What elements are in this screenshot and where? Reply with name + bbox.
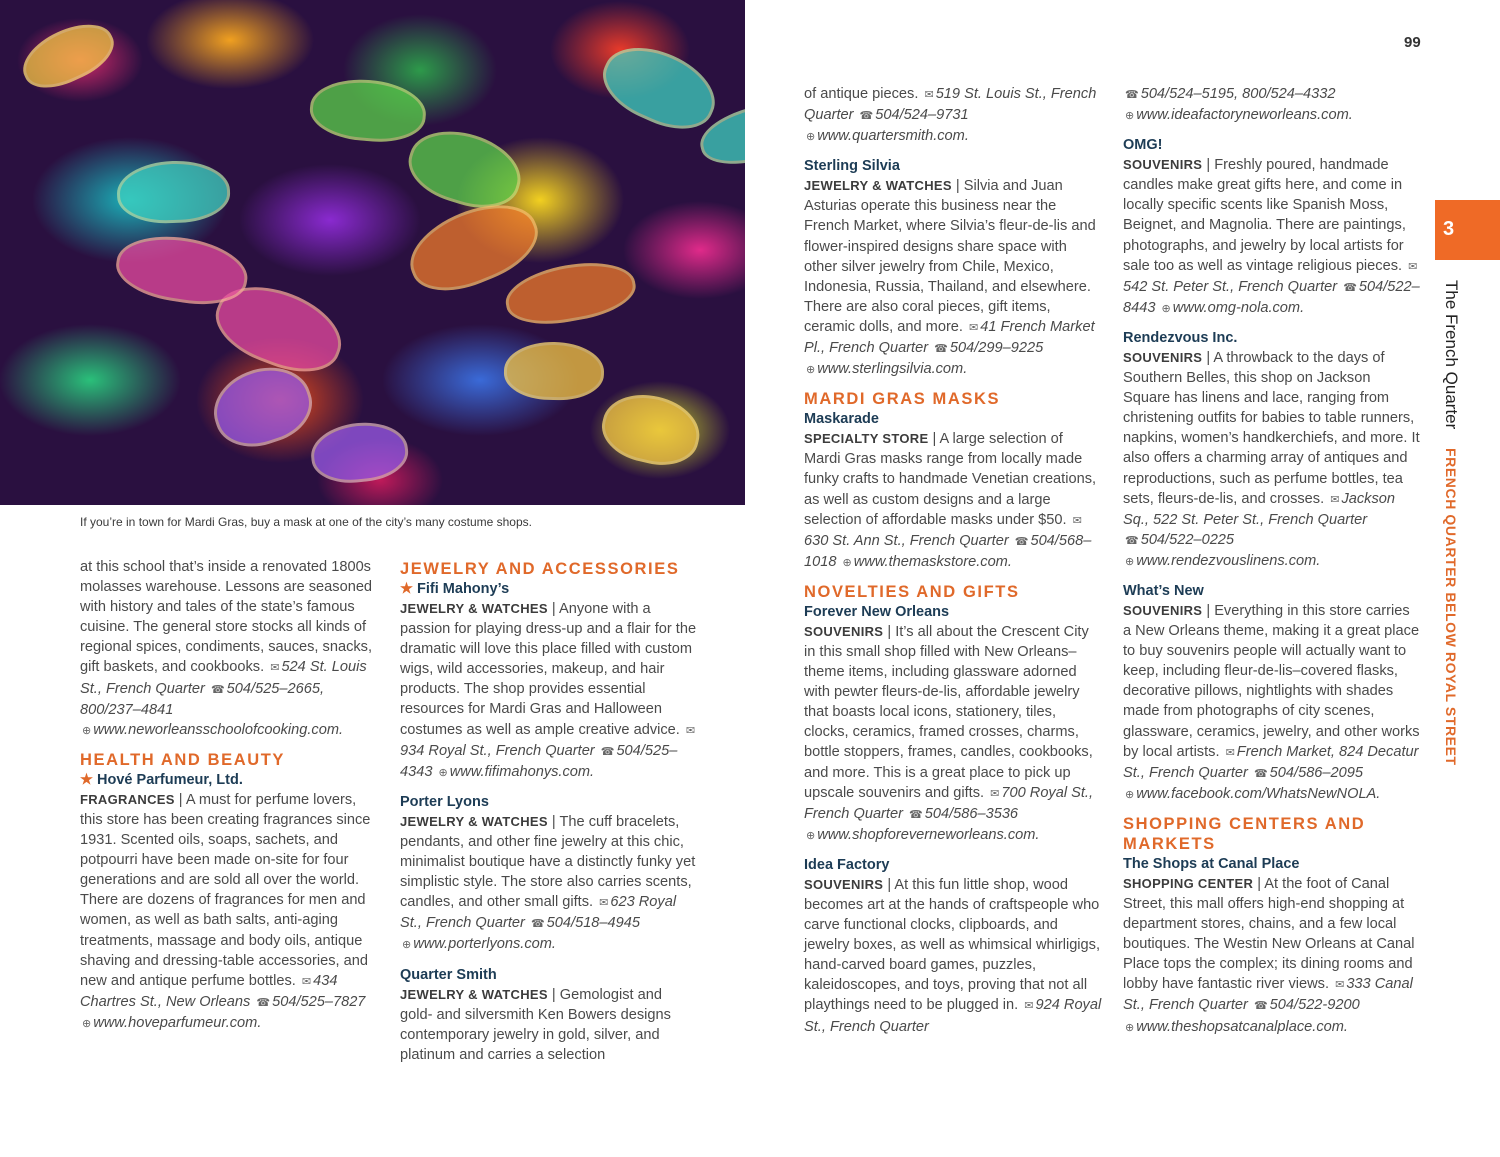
listing-category: SOUVENIRS (1123, 349, 1203, 365)
phone-icon: ☎ (1125, 89, 1139, 101)
listing-body: SOUVENIRS | It’s all about the Crescent City in this small shop filled with New Orleans–theme items, including glassware adorned with pewter fleurs-de-lis, affordable jewelry that boasts local icons, stationery, tiles, clocks, ceramics, framed crosses, charms, bottle stoppers, frames, candles, cookbooks, and more. This is a great place to pick up upscale souvenirs and gifts. ✉ 700 Royal St., French Quarter ☎ 504/586–3536 ⊕ www.shopforeverneworleans.com. (804, 623, 1094, 843)
mail-icon: ✉ (990, 787, 1000, 800)
running-head (1441, 280, 1461, 766)
text-column-3 (804, 84, 1102, 1046)
phone-icon: ☎ (1253, 767, 1268, 780)
globe-icon: ⊕ (1125, 1021, 1135, 1034)
listing-website[interactable]: www.neworleansschoolofcooking.com. (93, 721, 344, 738)
listing-name (804, 156, 1102, 176)
phone-icon: ☎ (1253, 1000, 1268, 1013)
globe-icon: ⊕ (82, 724, 92, 737)
listing-category: JEWELRY & WATCHES (400, 601, 548, 616)
listing-phone: 504/525–7827 (272, 993, 366, 1010)
phone-icon: ☎ (934, 343, 948, 356)
listing-entry (1123, 581, 1421, 805)
listing-description: Gemologist and gold- and silversmith Ken Bowers designs contemporary jewelry in gold, silver, and platinum and carries a selection (400, 986, 671, 1063)
mail-icon: ✉ (969, 321, 979, 334)
listing-website[interactable]: www.fifimahonys.com. (449, 763, 595, 780)
listing-entry (400, 792, 698, 956)
listing-website[interactable]: www.porterlyons.com. (413, 936, 556, 953)
listing-body (1123, 84, 1421, 126)
photo-caption: If you’re in town for Mardi Gras, buy a mask at one of the city’s many costume shops. (80, 515, 532, 529)
listing-body: SHOPPING CENTER | At the foot of Canal Street, this mall offers high-end shopping at department stores, chains, and a few local boutiques. The Westin New Orleans at Canal Place tops the complex; its dining rooms and lobby have fantastic river views. ✉ 333 Canal St., French Quarter ☎ 504/522-9200 ⊕ www.theshopsatcanalplace.com. (1123, 875, 1415, 1035)
listing-address: 333 Canal St., French Quarter (1123, 976, 1413, 1014)
listing-name (400, 579, 698, 599)
text-column-1 (80, 557, 378, 1043)
globe-icon: ⊕ (82, 1017, 92, 1030)
listing-entry (80, 770, 378, 1034)
listing-description: At this fun little shop, wood becomes art at the hands of craftspeople who carve functional clocks, clipboards, and jewelry boxes, as well as whimsical whirligigs, hand-carved board games, puzzles, kaleidoscopes, and toys, proving that not all playthings need to be plugged in. (804, 876, 1101, 1014)
listing-body: SOUVENIRS | A throwback to the days of Southern Belles, this shop on Jackson Square has linens and lace, ranging from christening outfits for babies to table runners, napkins, women’s handkerchiefs, and more. It also offers a charming array of antiques and reproductions, such as perfume bottles, tea sets, fleurs-de-lis, and crosses. ✉ Jackson Sq., 522 St. Peter St., French Quarter ☎ 504/522–0225 ⊕ www.rendezvouslinens.com. (1123, 349, 1420, 569)
listing-phone: 504/518–4945 (546, 915, 641, 932)
mail-icon: ✉ (1024, 1000, 1034, 1013)
listing-body (80, 557, 378, 741)
listing-phone: 504/568–1018 (804, 532, 1092, 570)
listing-phone: 504/525–2665, 800/237–4841 (80, 680, 325, 718)
listing-category: SOUVENIRS (804, 876, 884, 892)
listing-website[interactable]: www.omg-nola.com. (1172, 299, 1305, 316)
text-column-4 (1123, 84, 1421, 1047)
listing-description: at this school that’s inside a renovated 1800s molasses warehouse. Lessons are seasoned with history and tales of the state’s famous cuisine. The general store stocks all kinds of regional spices, condiments, sauces, snacks, gift baskets, and cookbooks. (80, 559, 373, 676)
running-head-section: FRENCH QUARTER BELOW ROYAL STREET (1443, 448, 1459, 766)
phone-icon: ☎ (600, 745, 615, 758)
mask-shape (592, 32, 727, 143)
globe-icon: ⊕ (1125, 555, 1135, 568)
mail-icon: ✉ (1225, 746, 1235, 759)
mail-icon: ✉ (1335, 979, 1345, 992)
listing-body: JEWELRY & WATCHES | Silvia and Juan Asturias operate this business near the French Market, where Silvia’s fleur-de-lis and flower-inspired designs share space with other silver jewelry from Chile, Mexico, Indonesia, Russia, Thailand, and elsewhere. There are also coral pieces, gift items, ceramic dolls, and more. ✉ 41 French Market Pl., French Quarter ☎ 504/299–9225 ⊕ www.sterlingsilvia.com. (804, 178, 1096, 378)
globe-icon: ⊕ (842, 556, 852, 569)
mask-shape (116, 159, 231, 225)
listing-description: A throwback to the days of Southern Belles, this shop on Jackson Square has linens and lace, ranging from christening outfits for babies to table runners, napkins, women’s handkerchiefs, and more. It also offers a charming array of antiques and reproductions, such as perfume bottles, tea sets, fleurs-de-lis, and crosses. (1123, 349, 1420, 507)
mask-shape (308, 75, 429, 146)
section-heading: JEWELRY AND ACCESSORIES (400, 560, 680, 578)
mask-shape (400, 119, 529, 219)
listing-name-text: What’s New (1123, 582, 1204, 599)
listing-entry (400, 579, 698, 783)
listing-phone: 504/524–5195, 800/524–4332 (1140, 86, 1336, 102)
listing-address: 519 St. Louis St., French Quarter (804, 86, 1097, 124)
listing-address: 434 Chartres St., New Orleans (80, 972, 338, 1010)
listing-entry (804, 409, 1102, 573)
mail-icon: ✉ (270, 662, 280, 675)
listing-body: JEWELRY & WATCHES | The cuff bracelets, pendants, and other fine jewelry at this chic, minimalist boutique have a distinctly funky yet simplistic style. The store also carries scents, candles, and other small gifts. ✉ 623 Royal St., French Quarter ☎ 504/518–4945 ⊕ www.porterlyons.com. (400, 813, 696, 953)
mask-shape (14, 12, 123, 99)
phone-icon: ☎ (210, 683, 225, 696)
listing-description: A large selection of Mardi Gras masks range from locally made funky crafts to handmade Venetian creations, as well as custom designs and a large selection of affordable masks under $50. (804, 431, 1097, 528)
listing-name-text: Porter Lyons (400, 793, 489, 810)
listing-address: 41 French Market Pl., French Quarter (804, 318, 1095, 357)
listing-address: 700 Royal St., French Quarter (804, 784, 1094, 822)
listing-body: FRAGRANCES | A must for perfume lovers, this store has been creating fragrances since 1931. Scented oils, soaps, sachets, and potpourri have been made on-site for four generations and are sold all over the world. There are dozens of fragrances for men and women, as well as bath salts, anti-aging treatments, massage and body oils, antique shaving and dressing-table accessories, and new and antique perfume bottles. ✉ 434 Chartres St., New Orleans ☎ 504/525–7827 ⊕ www.hoveparfumeur.com. (80, 791, 371, 1031)
mail-icon: ✉ (1330, 493, 1340, 506)
text-column-2 (400, 557, 698, 1074)
listing-category: SPECIALTY STORE (804, 431, 929, 447)
listing-entry (1123, 328, 1421, 572)
phone-icon: ☎ (1343, 281, 1357, 294)
phone-icon: ☎ (256, 996, 271, 1009)
mask-shape (308, 418, 411, 487)
listing-name-text: OMG! (1123, 137, 1163, 154)
mail-icon: ✉ (1072, 514, 1082, 527)
phone-icon: ☎ (1014, 535, 1029, 548)
listing-name (1123, 854, 1421, 874)
listing-website[interactable]: www.rendezvouslinens.com. (1136, 552, 1321, 569)
listing-name (400, 792, 698, 812)
listing-phone: 504/586–2095 (1269, 764, 1364, 781)
listing-website[interactable]: www.quartersmith.com. (817, 128, 969, 145)
globe-icon: ⊕ (1125, 110, 1135, 123)
listing-description: Everything in this store carries a New Orleans theme, making it a great place to buy souvenirs people will actually want to keep, including fleur-de-lis–covered flasks, decorative pillows, nightlights with shades made from photographs of city scenes, glassware, ceramics, jewelry, and other works by local artists. (1123, 602, 1420, 760)
listing-address: French Market, 824 Decatur St., French Quarter (1123, 743, 1419, 781)
listing-body: SOUVENIRS | At this fun little shop, wood becomes art at the hands of craftspeople who carve functional clocks, clipboards, and jewelry boxes, as well as whimsical whirligigs, hand-carved board games, puzzles, kaleidoscopes, and toys, proving that not all playthings need to be plugged in. ✉ 924 Royal St., French Quarter (804, 876, 1102, 1035)
listing-entry (804, 602, 1102, 846)
mail-icon: ✉ (924, 89, 934, 101)
star-icon: ★ (400, 581, 418, 597)
listing-description: Freshly poured, handmade candles make great gifts here, and come in locally specific scents like Spanish Moss, Beignet, and Magnolia. There are paintings, photographs, and jewelry by local artists for sale too as well as vintage religious pieces. (1123, 157, 1406, 274)
globe-icon: ⊕ (1125, 788, 1135, 801)
listing-category: SOUVENIRS (1123, 157, 1203, 173)
phone-icon: ☎ (909, 808, 923, 821)
listing-website[interactable]: www.sterlingsilvia.com. (817, 361, 968, 378)
mail-icon: ✉ (599, 897, 609, 910)
listing-category: SOUVENIRS (804, 623, 884, 639)
phone-icon: ☎ (859, 110, 874, 123)
listing-name-text: Sterling Silvia (804, 158, 900, 175)
listing-body: SPECIALTY STORE | A large selection of Mardi Gras masks range from locally made funky crafts to handmade Venetian creations, as well as custom designs and a large selection of affordable masks under $50. ✉630 St. Ann St., French Quarter ☎ 504/568–1018 ⊕ www.themaskstore.com. (804, 431, 1097, 570)
listing-phone: 504/524–9731 (875, 107, 969, 124)
listing-phone: 504/522-9200 (1269, 997, 1360, 1014)
listing-address: 630 St. Ann St., French Quarter (804, 532, 1009, 549)
section-heading: HEALTH AND BEAUTY (80, 750, 286, 769)
listing-website[interactable]: www.shopforeverneworleans.com. (817, 826, 1040, 843)
running-head-chapter: The French Quarter (1442, 280, 1461, 430)
listing-address: 934 Royal St., French Quarter (400, 742, 595, 759)
listing-website[interactable]: www.theshopsatcanalplace.com. (1136, 1018, 1348, 1035)
globe-icon: ⊕ (806, 364, 816, 377)
listing-name-text: Fifi Mahony’s (417, 581, 510, 597)
globe-icon: ⊕ (402, 939, 412, 952)
listing-phone: 504/586–3536 (924, 805, 1019, 822)
chapter-number: 3 (1443, 218, 1455, 240)
mask-shape (596, 386, 707, 473)
listing-category: FRAGRANCES (80, 791, 175, 807)
listing-description: It’s all about the Crescent City in this small shop filled with New Orleans–theme items, including glassware adorned with pewter fleurs-de-lis, affordable jewelry that boasts local icons, stationery, tiles, clocks, ceramics, framed crosses, charms, bottle stoppers, frames, candles, cookbooks, and more. This is a great place to pick up upscale souvenirs and gifts. (804, 623, 1093, 801)
listing-description: A must for perfume lovers, this store has been creating fragrances since 1931. Scented oils, soaps, sachets, and potpourri have been made on-site for four generations and are sold all over the world. There are dozens of fragrances for men and women, as well as bath salts, anti-aging treatments, massage and body oils, antique shaving and dressing-table accessories, and new and antique perfume bottles. (80, 791, 371, 989)
listing-name (80, 770, 378, 790)
listing-website[interactable]: www.ideafactoryneworleans.com. (1136, 107, 1353, 124)
listing-address: 924 Royal St., French Quarter (804, 997, 1102, 1035)
listing-phone: 504/299–9225 (949, 340, 1044, 357)
listing-description: Anyone with a passion for playing dress-up and a flair for the dramatic will love this place filled with custom wigs, wild accessories, makeup, and hair products. The shop provides essential resources for Mardi Gras and Halloween costumes as well as ample creative advice. (400, 601, 697, 738)
listing-phone: 504/522–8443 (1123, 278, 1420, 316)
listing-body: JEWELRY & WATCHES | Anyone with a passion for playing dress-up and a flair for the dramatic will love this place filled with custom wigs, wild accessories, makeup, and hair products. The shop provides essential resources for Mardi Gras and Halloween costumes as well as ample creative advice. ✉934 Royal St., French Quarter ☎ 504/525–4343 ⊕ www.fifimahonys.com. (400, 601, 697, 780)
mail-icon: ✉ (685, 724, 696, 737)
globe-icon: ⊕ (438, 766, 448, 779)
listing-body: SOUVENIRS | Everything in this store carries a New Orleans theme, making it a great place to buy souvenirs people will actually want to keep, including fleur-de-lis–covered flasks, decorative pillows, nightlights with shades made from photographs of city scenes, glassware, ceramics, jewelry, and other works by local artists. ✉ French Market, 824 Decatur St., French Quarter ☎ 504/586–2095 ⊕ www.facebook.com/WhatsNewNOLA. (1123, 602, 1420, 802)
mask-shape (504, 341, 605, 401)
mardi-gras-masks-photo (0, 0, 745, 505)
listing-entry (80, 557, 378, 741)
listing-description: The cuff bracelets, pendants, and other fine jewelry at this chic, minimalist boutique have a distinctly funky yet simplistic style. The store also carries scents, candles, and other small gifts. (400, 813, 696, 911)
listing-category: JEWELRY & WATCHES (400, 986, 548, 1002)
globe-icon: ⊕ (806, 131, 816, 144)
mail-icon: ✉ (301, 975, 312, 988)
section-heading: NOVELTIES AND GIFTS (804, 582, 1020, 601)
listing-name-text: Idea Factory (804, 856, 890, 873)
listing-body: JEWELRY & WATCHES | Gemologist and gold- and silversmith Ken Bowers designs contemporary jewelry in gold, silver, and platinum and carries a selection (400, 986, 671, 1063)
listing-entry (804, 156, 1102, 380)
mask-shape (501, 254, 640, 332)
page-number: 99 (1404, 34, 1421, 51)
listing-name (804, 602, 1102, 622)
mail-icon: ✉ (1408, 260, 1418, 273)
phone-icon: ☎ (530, 918, 545, 931)
listing-category: JEWELRY & WATCHES (804, 178, 952, 194)
listing-name (1123, 581, 1421, 601)
listing-body (804, 84, 1102, 147)
listing-entry (804, 84, 1102, 147)
listing-phone: 504/522–0225 (1140, 531, 1235, 548)
listing-name (1123, 328, 1421, 348)
listing-category: SHOPPING CENTER (1123, 875, 1254, 891)
globe-icon: ⊕ (806, 829, 816, 842)
listing-address: 623 Royal St., French Quarter (400, 894, 677, 932)
listing-website[interactable]: www.themaskstore.com. (853, 553, 1012, 570)
listing-name-text: Forever New Orleans (804, 603, 950, 620)
listing-description: of antique pieces. (804, 86, 919, 102)
section-heading: MARDI GRAS MASKS (804, 390, 1001, 409)
listing-name (400, 965, 698, 985)
listing-name (804, 409, 1102, 429)
listing-entry (1123, 854, 1421, 1038)
phone-icon: ☎ (1125, 534, 1139, 547)
listing-address: 542 St. Peter St., French Quarter (1123, 278, 1338, 295)
listing-description: Silvia and Juan Asturias operate this business near the French Market, where Silvia’s fleur-de-lis and flower-inspired designs share space with other silver jewelry from Chile, Mexico, Indonesia, Russia, Thailand, and elsewhere. There are also coral pieces, gift items, ceramic dolls, and more. (804, 178, 1096, 335)
star-icon: ★ (80, 771, 98, 788)
listing-address: Jackson Sq., 522 St. Peter St., French Quarter (1123, 490, 1395, 528)
listing-category: JEWELRY & WATCHES (400, 813, 548, 829)
globe-icon: ⊕ (1161, 302, 1171, 315)
listing-entry (804, 855, 1102, 1037)
listing-name (1123, 135, 1421, 155)
listing-name-text: Quarter Smith (400, 966, 497, 983)
listing-entry (400, 965, 698, 1065)
section-heading: SHOPPING CENTERS AND MARKETS (1123, 814, 1366, 853)
listing-phone: 504/525–4343 (400, 742, 678, 780)
listing-category: SOUVENIRS (1123, 602, 1203, 618)
listing-address: 524 St. Louis St., French Quarter (80, 659, 367, 697)
listing-name-text: Hové Parfumeur, Ltd. (97, 771, 243, 788)
listing-name-text: Rendezvous Inc. (1123, 329, 1238, 346)
chapter-tab (1435, 200, 1500, 260)
listing-body: SOUVENIRS | Freshly poured, handmade candles make great gifts here, and come in locally specific scents like Spanish Moss, Beignet, and Magnolia. There are paintings, photographs, and jewelry by local artists for sale too as well as vintage religious pieces. ✉542 St. Peter St., French Quarter ☎ 504/522–8443 ⊕ www.omg-nola.com. (1123, 157, 1420, 316)
listing-website[interactable]: www.facebook.com/WhatsNewNOLA. (1136, 785, 1381, 802)
listing-entry (1123, 135, 1421, 319)
listing-website[interactable]: www.hoveparfumeur.com. (93, 1014, 262, 1031)
listing-description: At the foot of Canal Street, this mall offers high-end shopping at department stores, chains, and a few local boutiques. The Westin New Orleans at Canal Place tops the complex; its dining rooms and lobby have fantastic river views. (1123, 875, 1415, 993)
listing-entry (1123, 84, 1421, 126)
listing-name (804, 855, 1102, 875)
listing-name-text: The Shops at Canal Place (1123, 855, 1300, 872)
listing-name-text: Maskarade (804, 411, 879, 428)
